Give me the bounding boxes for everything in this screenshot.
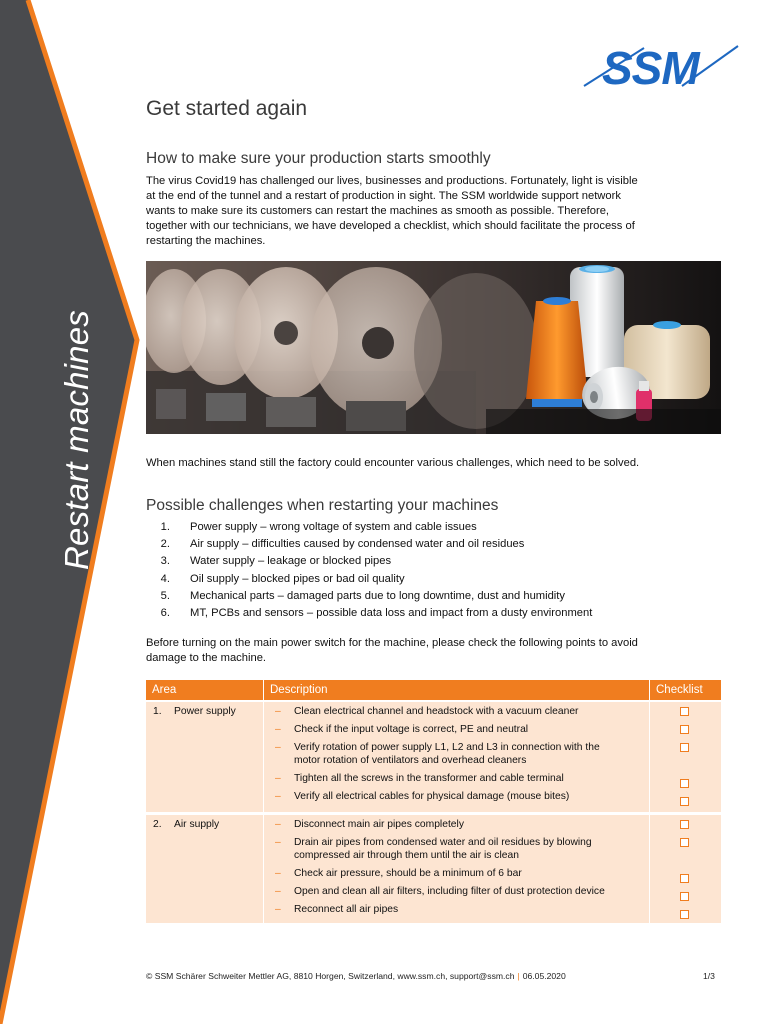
checkbox[interactable] (680, 725, 689, 734)
check-item: – Clean electrical channel and headstock with a vacuum cleaner (264, 705, 649, 718)
hero-image-machines-bobbins (146, 261, 721, 434)
intro-line: at the end of the tunnel and a restart of production in sight. The SSM worldwide support network (146, 190, 621, 202)
col-header-checklist: Checklist (656, 684, 703, 696)
checkbox[interactable] (680, 707, 689, 716)
checkbox[interactable] (680, 820, 689, 829)
before-table-note (146, 636, 706, 666)
challenges-list (146, 519, 592, 622)
checkbox[interactable] (680, 910, 689, 919)
table-header (146, 680, 721, 700)
note-line: damage to the machine. (146, 652, 267, 664)
checklist-table (146, 680, 721, 923)
description-cell (264, 702, 650, 812)
col-header-description: Description (264, 680, 650, 700)
check-item: – Reconnect all air pipes (264, 903, 649, 916)
checkbox[interactable] (680, 779, 689, 788)
list-item: 1. Power supply – wrong voltage of system and cable issues (160, 521, 477, 533)
check-item: – Verify all electrical cables for physical damage (mouse bites) (264, 790, 649, 803)
table-row (146, 702, 721, 812)
ssm-logo (582, 40, 742, 92)
intro-line: wants to make sure its customers can restart the machines as smooth as possible. Therefore, (146, 205, 610, 217)
list-item: 6. MT, PCBs and sensors – possible data loss and impact from a dusty environment (160, 606, 593, 619)
checklist-cell (650, 702, 721, 812)
description-cell (264, 815, 650, 923)
footer-separator: | (517, 971, 520, 981)
intro-line: restarting the machines. (146, 235, 266, 247)
footer (146, 971, 566, 981)
check-item: – Verify rotation of power supply L1, L2 and L3 in connection with the motor rotation of ventilators and overhead cleaners (264, 741, 649, 767)
list-item: 5. Mechanical parts – damaged parts due to long downtime, dust and humidity (160, 589, 565, 602)
footer-date: 06.05.2020 (522, 971, 566, 981)
check-item: – Check air pressure, should be a minimum of 6 bar (264, 867, 649, 880)
checkbox[interactable] (680, 874, 689, 883)
section-heading-intro: How to make sure your production starts smoothly (146, 150, 491, 167)
check-item: – Drain air pipes from condensed water and oil residues by blowing compressed air through them until the air is clean (264, 836, 649, 862)
check-item: – Open and clean all air filters, including filter of dust protection device (264, 885, 649, 898)
check-item: – Tighten all the screws in the transformer and cable terminal (264, 772, 649, 785)
challenges-intro: When machines stand still the factory could encounter various challenges, which need to be solved. (146, 457, 640, 469)
checkbox[interactable] (680, 838, 689, 847)
check-item: – Disconnect main air pipes completely (264, 818, 649, 831)
checkbox[interactable] (680, 797, 689, 806)
col-header-area: Area (146, 680, 264, 700)
list-item: 2. Air supply – difficulties caused by condensed water and oil residues (160, 538, 525, 551)
footer-text: © SSM Schärer Schweiter Mettler AG, 8810 Horgen, Switzerland, www.ssm.ch, support@ssm.ch (146, 971, 515, 981)
section-heading-challenges: Possible challenges when restarting your machines (146, 497, 499, 514)
check-item: – Check if the input voltage is correct, PE and neutral (264, 723, 649, 736)
intro-line: The virus Covid19 has challenged our lives, businesses and productions. Fortunately, light is visible (146, 175, 638, 187)
page-number: 1/3 (703, 971, 715, 981)
list-item: 3. Water supply – leakage or blocked pipes (160, 555, 392, 568)
checkbox[interactable] (680, 892, 689, 901)
page-title: Get started again (146, 97, 308, 120)
intro-line: together with our technicians, we have developed a checklist, which should facilitate the process of (146, 220, 635, 232)
intro-paragraph (146, 174, 706, 249)
note-line: Before turning on the main power switch for the machine, please check the following points to avoid (146, 637, 638, 649)
checklist-cell (650, 815, 721, 923)
svg-text:SSM: SSM (602, 42, 699, 92)
list-item: 4. Oil supply – blocked pipes or bad oil quality (160, 572, 405, 585)
area-cell: 2. Air supply (146, 815, 264, 923)
area-cell: 1. Power supply (146, 702, 264, 812)
checkbox[interactable] (680, 743, 689, 752)
table-row (146, 815, 721, 923)
